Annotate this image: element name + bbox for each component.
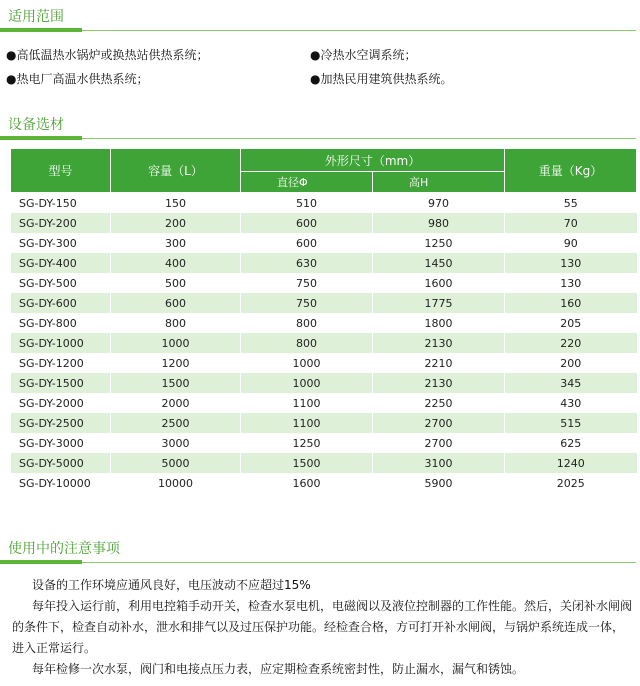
cell-height: 2700	[373, 413, 505, 433]
table-row	[11, 273, 637, 293]
table-row	[11, 433, 637, 453]
cell-model: SG-DY-500	[11, 273, 111, 293]
cell-model: SG-DY-10000	[11, 473, 111, 493]
header-model: 型号	[11, 149, 111, 193]
cell-diameter: 750	[241, 293, 373, 313]
cell-weight: 2025	[505, 473, 637, 493]
cell-weight: 515	[505, 413, 637, 433]
table-row	[11, 313, 637, 333]
scope-section-title: 适用范围	[8, 9, 64, 25]
cell-height: 980	[373, 213, 505, 233]
cell-height: 2130	[373, 333, 505, 353]
header-capacity: 容量（L）	[111, 149, 241, 193]
cell-height: 1775	[373, 293, 505, 313]
spec-table	[10, 148, 637, 493]
cell-diameter: 1250	[241, 433, 373, 453]
cell-capacity: 500	[111, 273, 241, 293]
cell-diameter: 750	[241, 273, 373, 293]
cell-weight: 220	[505, 333, 637, 353]
list-item: ●加热民用建筑供热系统。	[310, 72, 453, 86]
cell-height: 1450	[373, 253, 505, 273]
selection-accent-bar	[0, 136, 82, 140]
cell-weight: 200	[505, 353, 637, 373]
cell-model: SG-DY-1200	[11, 353, 111, 373]
cell-model: SG-DY-1000	[11, 333, 111, 353]
notes-accent-bar	[0, 560, 82, 564]
notes-section-header	[0, 532, 640, 566]
cell-capacity: 5000	[111, 453, 241, 473]
cell-height: 1800	[373, 313, 505, 333]
cell-diameter: 800	[241, 333, 373, 353]
cell-height: 1600	[373, 273, 505, 293]
cell-diameter: 1100	[241, 413, 373, 433]
cell-weight: 130	[505, 273, 637, 293]
cell-capacity: 1000	[111, 333, 241, 353]
notes-body	[12, 575, 632, 680]
cell-weight: 205	[505, 313, 637, 333]
selection-section-title: 设备选材	[8, 117, 64, 133]
cell-height: 5900	[373, 473, 505, 493]
cell-capacity: 400	[111, 253, 241, 273]
cell-diameter: 1100	[241, 393, 373, 413]
cell-height: 3100	[373, 453, 505, 473]
table-row	[11, 333, 637, 353]
list-item: ●热电厂高温水供热系统；	[6, 72, 149, 86]
cell-diameter: 1500	[241, 453, 373, 473]
cell-capacity: 300	[111, 233, 241, 253]
cell-diameter: 630	[241, 253, 373, 273]
cell-height: 2130	[373, 373, 505, 393]
selection-section-header	[0, 108, 640, 142]
cell-capacity: 3000	[111, 433, 241, 453]
table-row	[11, 373, 637, 393]
cell-diameter: 600	[241, 233, 373, 253]
cell-diameter: 600	[241, 213, 373, 233]
cell-model: SG-DY-400	[11, 253, 111, 273]
cell-capacity: 2000	[111, 393, 241, 413]
cell-model: SG-DY-150	[11, 193, 111, 214]
cell-model: SG-DY-1500	[11, 373, 111, 393]
table-row	[11, 193, 637, 214]
cell-capacity: 1500	[111, 373, 241, 393]
cell-capacity: 200	[111, 213, 241, 233]
note-paragraph: 设备的工作环境应通风良好，电压波动不应超过15%	[32, 578, 311, 592]
cell-model: SG-DY-300	[11, 233, 111, 253]
note-paragraph: 每年投入运行前，利用电控箱手动开关，检查水泵电机，电磁阀以及液位控制器的工作性能。然后，关闭补水闸阀的条件下，检查自动补水，泄水和排气以及过压保护功能。经检查合格，方可打开补水闸阀，与锅炉系统连成一体，进入正常运行。	[12, 599, 633, 655]
cell-capacity: 1200	[111, 353, 241, 373]
table-row	[11, 293, 637, 313]
table-row	[11, 413, 637, 433]
cell-diameter: 1000	[241, 373, 373, 393]
cell-weight: 625	[505, 433, 637, 453]
cell-capacity: 600	[111, 293, 241, 313]
cell-weight: 90	[505, 233, 637, 253]
table-row	[11, 453, 637, 473]
cell-model: SG-DY-800	[11, 313, 111, 333]
notes-divider	[0, 562, 636, 563]
cell-model: SG-DY-200	[11, 213, 111, 233]
cell-height: 1250	[373, 233, 505, 253]
cell-height: 2700	[373, 433, 505, 453]
selection-divider	[0, 138, 636, 139]
cell-weight: 430	[505, 393, 637, 413]
cell-diameter: 510	[241, 193, 373, 214]
header-dimensions: 外形尺寸（mm）	[241, 149, 505, 172]
list-item: ●冷热水空调系统；	[310, 48, 417, 62]
table-row	[11, 473, 637, 493]
header-height: 高H	[373, 172, 505, 193]
cell-model: SG-DY-2500	[11, 413, 111, 433]
note-paragraph: 每年检修一次水泵，阀门和电接点压力表，应定期检查系统密封性，防止漏水，漏气和锈蚀。	[32, 662, 525, 676]
cell-capacity: 150	[111, 193, 241, 214]
cell-model: SG-DY-600	[11, 293, 111, 313]
cell-model: SG-DY-5000	[11, 453, 111, 473]
cell-model: SG-DY-3000	[11, 433, 111, 453]
cell-height: 970	[373, 193, 505, 214]
list-item: ●高低温热水锅炉或换热站供热系统；	[6, 48, 209, 62]
table-row	[11, 393, 637, 413]
cell-capacity: 800	[111, 313, 241, 333]
notes-section-title: 使用中的注意事项	[8, 541, 120, 557]
cell-weight: 130	[505, 253, 637, 273]
cell-diameter: 800	[241, 313, 373, 333]
header-diameter: 直径Φ	[241, 172, 373, 193]
cell-weight: 55	[505, 193, 637, 214]
scope-accent-bar	[0, 28, 82, 32]
cell-height: 2210	[373, 353, 505, 373]
cell-height: 2250	[373, 393, 505, 413]
cell-weight: 345	[505, 373, 637, 393]
cell-diameter: 1600	[241, 473, 373, 493]
cell-weight: 1240	[505, 453, 637, 473]
table-row	[11, 233, 637, 253]
cell-capacity: 10000	[111, 473, 241, 493]
cell-weight: 160	[505, 293, 637, 313]
table-row	[11, 353, 637, 373]
cell-diameter: 1000	[241, 353, 373, 373]
table-row	[11, 253, 637, 273]
scope-section-header	[0, 0, 640, 34]
scope-divider	[0, 30, 636, 31]
table-row	[11, 213, 637, 233]
cell-weight: 70	[505, 213, 637, 233]
cell-capacity: 2500	[111, 413, 241, 433]
cell-model: SG-DY-2000	[11, 393, 111, 413]
spec-table-body	[11, 193, 637, 494]
header-weight: 重量（Kg）	[505, 149, 637, 193]
